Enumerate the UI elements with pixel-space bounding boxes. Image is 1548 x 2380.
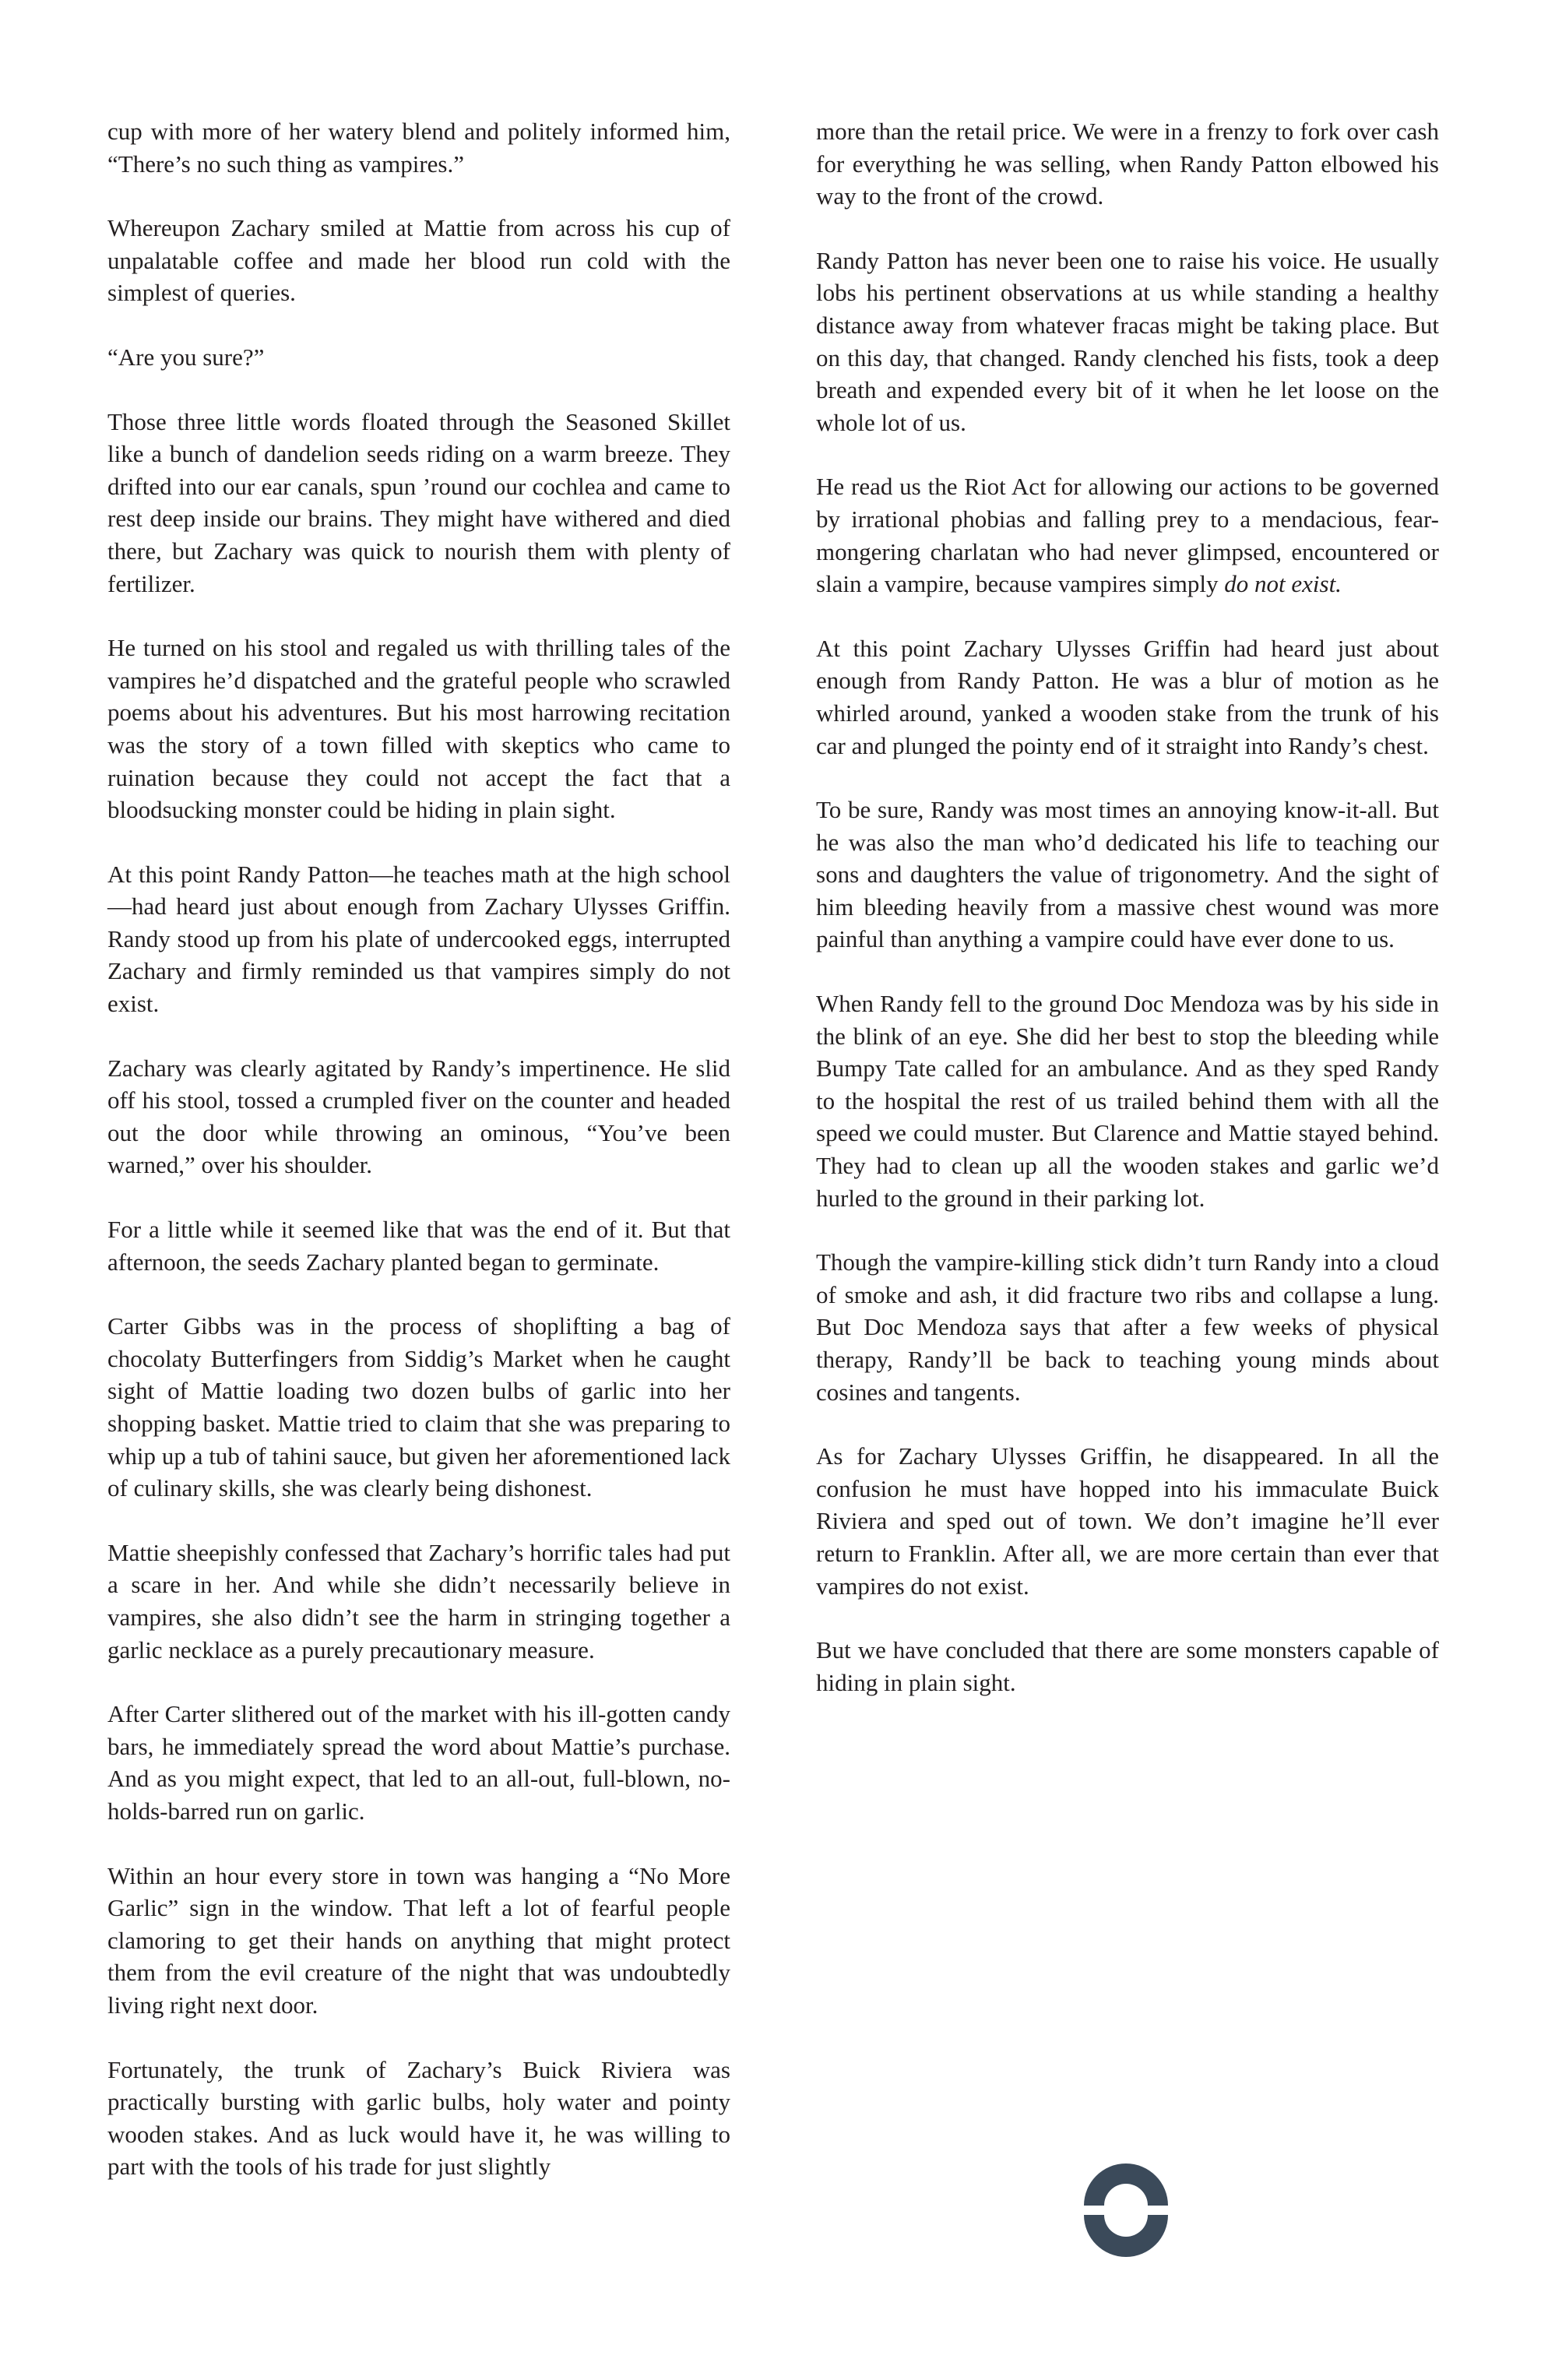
end-mark-icon bbox=[1079, 2163, 1173, 2257]
paragraph: Zachary was clearly agitated by Randy’s impertinence. He slid off his stool, tossed a crumpled fiver on the counter and headed out the door while throwing an ominous, “You’ve been warned,” over his shoulder. bbox=[107, 1054, 730, 1179]
end-mark-top-arc bbox=[1084, 2163, 1168, 2206]
paragraph: Within an hour every store in town was hanging a “No More Garlic” sign in the window. That left a lot of fearful people clamoring to get their hands on anything that might protect them from the evil creature of the night that was undoubtedly living right next door. bbox=[107, 1861, 730, 2019]
paragraph: At this point Randy Patton—he teaches math at the high school—had heard just about enough from Zachary Ulysses Griffin. Randy stood up from his plate of undercooked eggs, interrupted Zachary and firmly reminded us that vampires simply do not exist. bbox=[107, 860, 730, 1018]
paragraph: At this point Zachary Ulysses Griffin had heard just about enough from Randy Patton. He was a blur of motion as he whirled around, yanked a wooden stake from the trunk of his car and plunged the pointy end of it straight into Randy’s chest. bbox=[816, 634, 1439, 759]
paragraph: He turned on his stool and regaled us with thrilling tales of the vampires he’d dispatched and the grateful people who scrawled poems about his adventures. But his most harrowing recitation was the story of a town filled with skeptics who came to ruination because they could not accept the fact that a bloodsucking monster could be hiding in plain sight. bbox=[107, 634, 730, 824]
paragraph: When Randy fell to the ground Doc Mendoza was by his side in the blink of an eye. She did her best to stop the bleeding while Bumpy Tate called for an ambulance. And as they sped Randy to the hospital the rest of us trailed behind them with all the speed we could muster. But Clarence and Mattie stayed behind. They had to clean up all the wooden stakes and garlic we’d hurled to the ground in their parking lot. bbox=[816, 990, 1439, 1212]
paragraph: Fortunately, the trunk of Zachary’s Buick Riviera was practically bursting with garlic bulbs, holy water and pointy wooden stakes. And as luck would have it, he was willing to part with the tools of his trade for just slightly bbox=[107, 2055, 730, 2181]
paragraph: Mattie sheepishly confessed that Zachary’s horrific tales had put a scare in her. And while she didn’t necessarily believe in vampires, she also didn’t see the harm in stringing together a garlic necklace as a purely precautionary measure. bbox=[107, 1538, 730, 1664]
paragraph: cup with more of her watery blend and politely informed him, “There’s no such thing as vampires.” bbox=[107, 118, 730, 178]
paragraph: After Carter slithered out of the market with his ill-gotten candy bars, he immediately spread the word about Mattie’s purchase. And as you might expect, that led to an all-out, full-blown, no-holds-barred run on garlic. bbox=[107, 1700, 730, 1825]
right-column bbox=[816, 115, 1439, 1730]
left-column bbox=[107, 115, 730, 2215]
paragraph: To be sure, Randy was most times an annoying know-it-all. But he was also the man who’d dedicated his life to teaching our sons and daughters the value of trigonometry. And the sight of him bleeding heavily from a massive chest wound was more painful than anything a vampire could have ever done to us. bbox=[816, 796, 1439, 953]
paragraph: Randy Patton has never been one to raise his voice. He usually lobs his pertinent observations at us while standing a healthy distance away from whatever fracas might be taking place. But on this day, that changed. Randy clenched his fists, took a deep breath and expended every bit of it when he let loose on the whole lot of us. bbox=[816, 246, 1439, 436]
paragraph-text: He read us the Riot Act for allowing our actions to be governed by irrational phobias and falling prey to a mendacious, fear-mongering charlatan who had never glimpsed, encountered or slain a vampire, because vampires simply bbox=[816, 473, 1439, 598]
paragraph: Those three little words floated through the Seasoned Skillet like a bunch of dandelion seeds riding on a warm breeze. They drifted into our ear canals, spun ’round our cochlea and came to rest deep inside our brains. They might have withered and died there, but Zachary was quick to nourish them with plenty of fertilizer. bbox=[107, 407, 730, 597]
paragraph: Though the vampire-killing stick didn’t turn Randy into a cloud of smoke and ash, it did fracture two ribs and collapse a lung. But Doc Mendoza says that after a few weeks of physical therapy, Randy’ll be back to teaching young minds about cosines and tangents. bbox=[816, 1248, 1439, 1406]
end-mark-bottom-arc bbox=[1084, 2215, 1168, 2257]
paragraph: But we have concluded that there are some monsters capable of hiding in plain sight. bbox=[816, 1636, 1439, 1696]
paragraph: Carter Gibbs was in the process of shoplifting a bag of chocolaty Butterfingers from Siddig’s Market when he caught sight of Mattie loading two dozen bulbs of garlic into her shopping basket. Mattie tried to claim that she was preparing to whip up a tub of tahini sauce, but given her aforementioned lack of culinary skills, she was clearly being dishonest. bbox=[107, 1312, 730, 1502]
paragraph: As for Zachary Ulysses Griffin, he disappeared. In all the confusion he must have hopped into his immaculate Buick Riviera and sped out of town. We don’t imagine he’ll ever return to Franklin. After all, we are more certain than ever that vampires do not exist. bbox=[816, 1442, 1439, 1600]
paragraph: For a little while it seemed like that was the end of it. But that afternoon, the seeds Zachary planted began to germinate. bbox=[107, 1216, 730, 1276]
emphasis-text: do not exist. bbox=[1224, 570, 1342, 598]
paragraph-riot-act bbox=[816, 470, 1439, 600]
end-mark-graphic bbox=[1079, 2163, 1173, 2257]
paragraph: Whereupon Zachary smiled at Mattie from across his cup of unpalatable coffee and made her blood run cold with the simplest of queries. bbox=[107, 214, 730, 307]
paragraph: more than the retail price. We were in a frenzy to fork over cash for everything he was selling, when Randy Patton elbowed his way to the front of the crowd. bbox=[816, 118, 1439, 210]
paragraph: “Are you sure?” bbox=[107, 343, 265, 371]
